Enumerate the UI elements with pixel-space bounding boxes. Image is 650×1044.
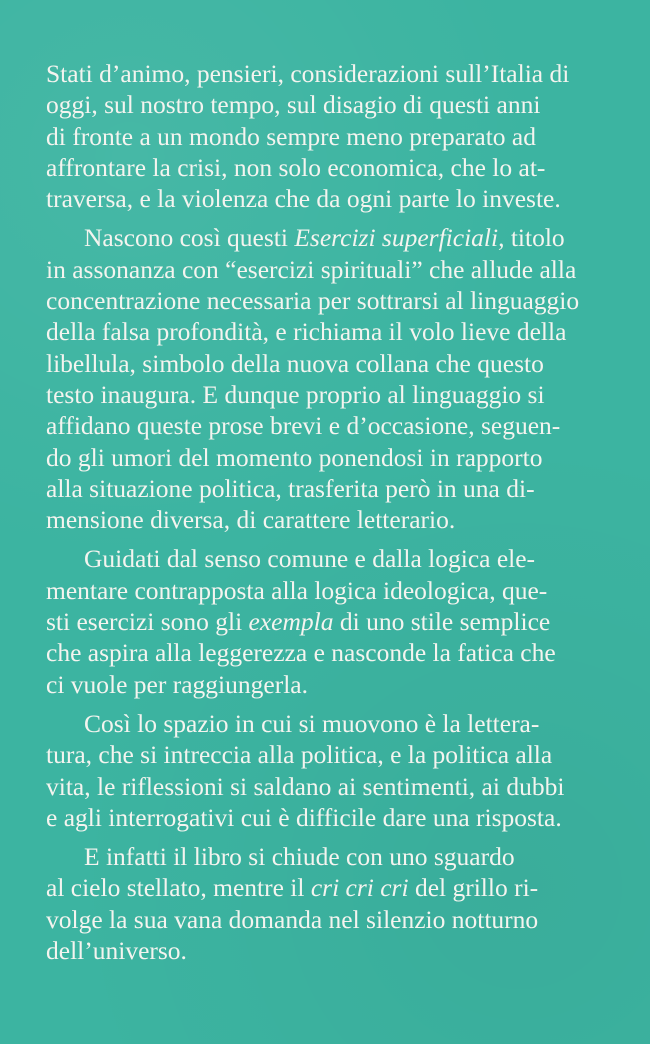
text-segment: titolo <box>504 223 565 253</box>
text-line <box>46 121 616 152</box>
text-line <box>46 89 616 120</box>
paragraph-gap <box>46 535 616 543</box>
text-line <box>46 575 616 606</box>
text-segment: do gli umori del momento ponendosi in rapporto <box>46 442 543 472</box>
text-segment: di uno stile semplice <box>333 607 551 637</box>
text-line <box>46 904 616 935</box>
text-line <box>46 739 616 770</box>
text-segment: traversa, e la violenza che da ogni parte lo investe. <box>46 184 561 214</box>
text-segment: libellula, simbolo della nuova collana che questo <box>46 348 544 378</box>
text-line <box>46 316 616 347</box>
text-segment: al cielo stellato, mentre il <box>46 873 311 903</box>
text-line <box>46 254 616 285</box>
text-line <box>46 771 616 802</box>
text-segment: Stati d’animo, pensieri, considerazioni sull’Italia di <box>46 59 570 88</box>
paragraph <box>46 543 616 699</box>
text-line <box>46 58 616 89</box>
text-segment: affidano queste prose brevi e d’occasione, seguen- <box>46 411 561 441</box>
text-segment: affrontare la crisi, non solo economica, che lo at- <box>46 152 546 182</box>
text-line <box>46 802 616 833</box>
text-line <box>46 841 616 872</box>
text-segment: concentrazione necessaria per sottrarsi al linguaggio <box>46 286 580 316</box>
text-segment: alla situazione politica, trasferita però in una di- <box>46 473 535 503</box>
italic-text: cri cri cri <box>310 873 409 903</box>
text-line <box>46 935 616 966</box>
text-line <box>46 606 616 637</box>
text-segment: sti esercizi sono gli <box>46 607 249 637</box>
text-line <box>46 222 616 253</box>
text-segment: volge la sua vana domanda nel silenzio notturno <box>46 904 539 934</box>
text-line <box>46 348 616 379</box>
text-segment: testo inaugura. E dunque proprio al linguaggio si <box>46 379 545 409</box>
text-segment: tura, che si intreccia alla politica, e la politica alla <box>46 740 553 770</box>
text-line <box>46 637 616 668</box>
paragraph <box>46 222 616 535</box>
text-line <box>46 543 616 574</box>
text-line <box>46 669 616 700</box>
text-segment: di fronte a un mondo sempre meno preparato ad <box>46 121 537 151</box>
text-segment: della falsa profondità, e richiama il volo lieve della <box>46 317 567 347</box>
text-segment: mensione diversa, di carattere letterario. <box>46 505 456 535</box>
text-segment: Così lo spazio in cui si muovono è la lettera- <box>84 708 540 738</box>
paragraph-gap <box>46 700 616 708</box>
paragraph <box>46 708 616 833</box>
paragraph-gap <box>46 214 616 222</box>
paragraph <box>46 841 616 966</box>
text-line <box>46 473 616 504</box>
text-segment: che aspira alla leggerezza e nasconde la fatica che <box>46 638 556 668</box>
text-segment: E infatti il libro si chiude con uno sguardo <box>84 842 515 872</box>
text-line <box>46 442 616 473</box>
text-segment: in assonanza con “esercizi spirituali” che allude alla <box>46 254 577 284</box>
text-segment: vita, le riflessioni si saldano ai sentimenti, ai dubbi <box>46 771 565 801</box>
text-segment: ci vuole per raggiungerla. <box>46 669 308 699</box>
text-line <box>46 152 616 183</box>
text-segment: dell’universo. <box>46 936 187 966</box>
text-segment: del grillo ri- <box>408 873 539 903</box>
text-line <box>46 183 616 214</box>
text-line <box>46 708 616 739</box>
text-line <box>46 379 616 410</box>
text-segment: Guidati dal senso comune e dalla logica ele- <box>84 544 536 574</box>
text-segment: Nascono così questi <box>84 223 295 253</box>
text-segment: e agli interrogativi cui è difficile dare una risposta. <box>46 802 562 832</box>
text-line <box>46 410 616 441</box>
text-line <box>46 504 616 535</box>
text-line <box>46 872 616 903</box>
paragraph <box>46 58 616 214</box>
italic-text: exempla <box>248 607 334 637</box>
text-segment: oggi, sul nostro tempo, sul disagio di questi anni <box>46 90 541 120</box>
italic-text: Esercizi superficiali, <box>294 223 505 253</box>
blurb-text <box>46 58 616 966</box>
text-segment: mentare contrapposta alla logica ideologica, que- <box>46 575 548 605</box>
text-line <box>46 285 616 316</box>
paragraph-gap <box>46 833 616 841</box>
